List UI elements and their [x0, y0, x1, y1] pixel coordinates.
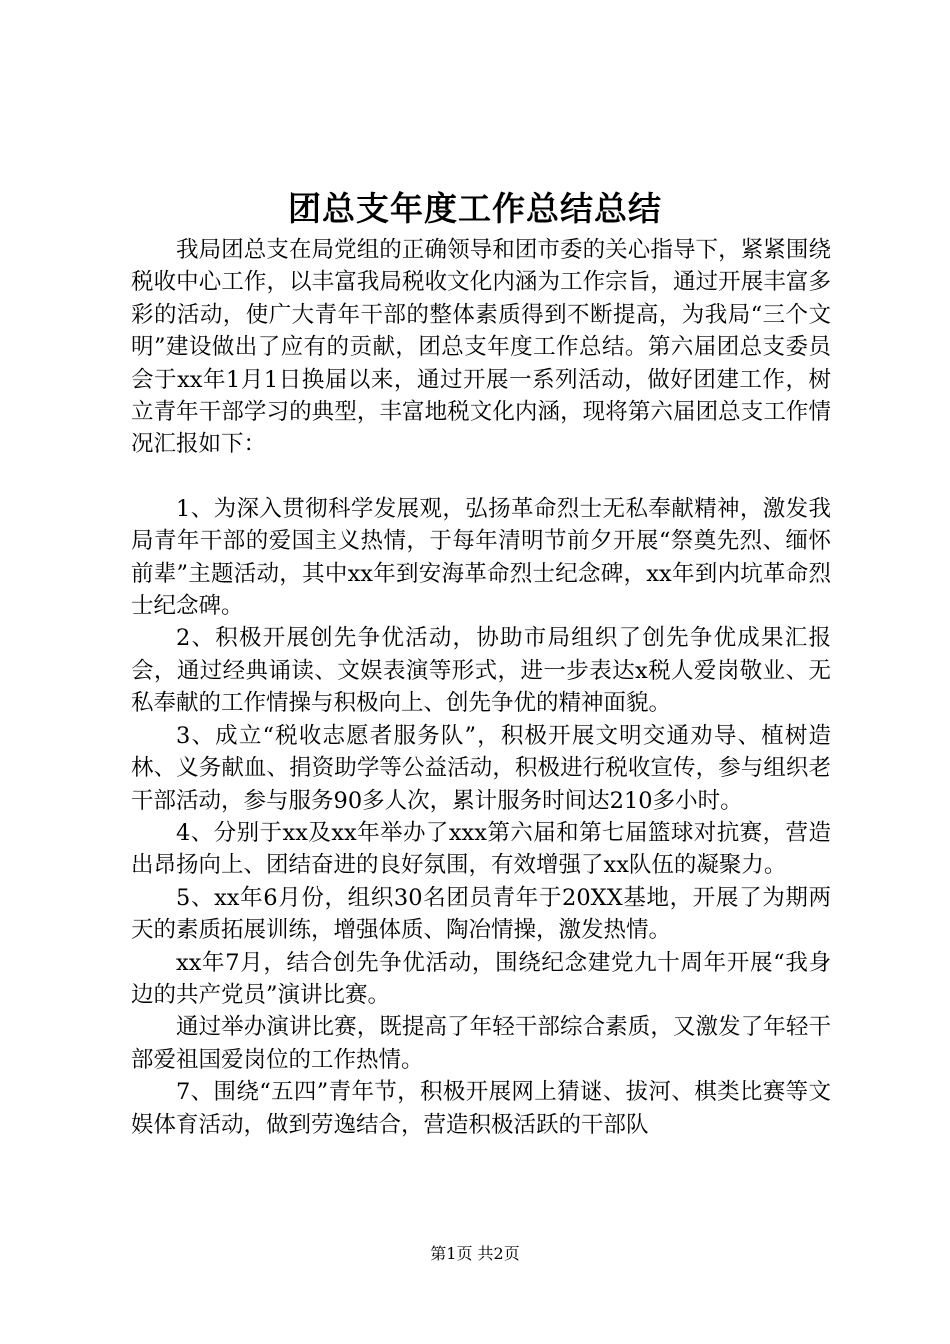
- list-item: xx年7月，结合创先争优活动，围绕纪念建党九十周年开展“我身边的共产党员”演讲比赛。: [131, 949, 831, 1008]
- list-item: 3、成立“税收志愿者服务队”，积极开展文明交通劝导、植树造林、义务献血、捐资助学等公益活动，积极进行税收宣传，参与组织老干部活动，参与服务90多人次，累计服务时间达210多小时。: [131, 722, 831, 814]
- list-item: 通过举办演讲比赛，既提高了年轻干部综合素质，又激发了年轻干部爱祖国爱岗位的工作热情。: [131, 1014, 831, 1073]
- document-body: [131, 234, 831, 1141]
- list-item: 4、分别于xx及xx年举办了xxx第六届和第七届篮球对抗赛，营造出昂扬向上、团结奋进的良好氛围，有效增强了xx队伍的凝聚力。: [131, 819, 831, 879]
- list-item: 2、积极开展创先争优活动，协助市局组织了创先争优成果汇报会，通过经典诵读、文娱表演等形式，进一步表达x税人爱岗敬业、无私奉献的工作情操与积极向上、创先争优的精神面貌。: [131, 625, 831, 717]
- list-item: 1、为深入贯彻科学发展观，弘扬革命烈士无私奉献精神，激发我局青年干部的爱国主义热情，于每年清明节前夕开展“祭奠先烈、缅怀前辈”主题活动，其中xx年到安海革命烈士纪念碑，xx年到内坑革命烈士纪念碑。: [131, 495, 831, 620]
- page-number: 第1页 共2页: [430, 1244, 520, 1263]
- list-item: 5、xx年6月份，组织30名团员青年于20XX基地，开展了为期两天的素质拓展训练，增强体质、陶冶情操，激发热情。: [131, 884, 831, 944]
- intro-paragraph: 我局团总支在局党组的正确领导和团市委的关心指导下，紧紧围绕税收中心工作，以丰富我局税收文化内涵为工作宗旨，通过开展丰富多彩的活动，使广大青年干部的整体素质得到不断提高，为我局“三个文明”建设做出了应有的贡献，团总支年度工作总结。第六届团总支委员会于xx年1月1日换届以来，通过开展一系列活动，做好团建工作，树立青年干部学习的典型，丰富地税文化内涵，现将第六届团总支工作情况汇报如下：: [131, 237, 831, 458]
- list-item: 7、围绕“五四”青年节，积极开展网上猜谜、拔河、棋类比赛等文娱体育活动，做到劳逸结合，营造积极活跃的干部队: [131, 1079, 831, 1138]
- document-title: 团总支年度工作总结总结: [288, 189, 662, 228]
- paragraph-spacer: [131, 461, 831, 493]
